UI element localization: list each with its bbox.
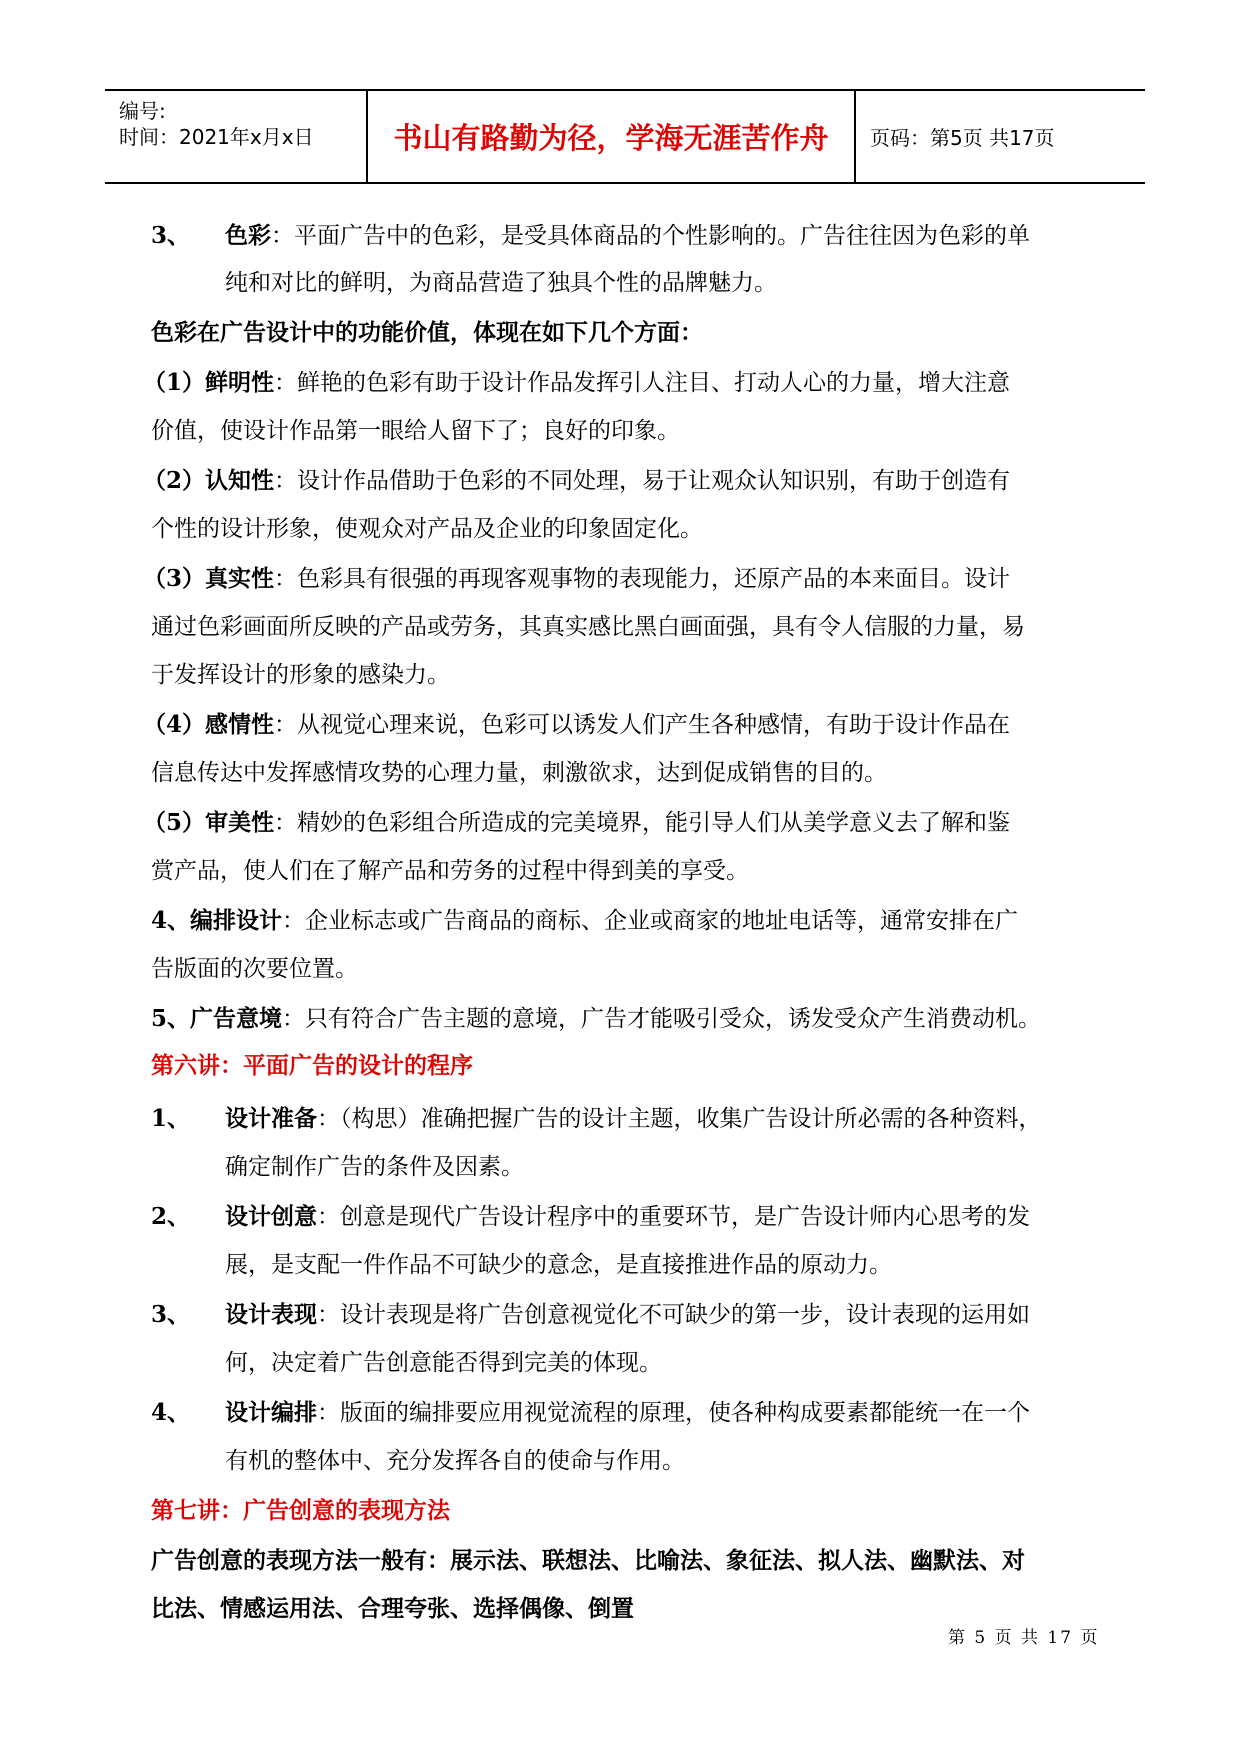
- header-page-code: 页码：第5页 共17页: [870, 126, 1055, 150]
- step-4-line1: [225, 1398, 1030, 1428]
- color-item-line2: 纯和对比的鲜明，为商品营造了独具个性的品牌魅力。: [225, 270, 777, 296]
- mood-item-line: [151, 1004, 1041, 1034]
- step-text: ：创意是现代广告设计程序中的重要环节，是广告设计师内心思考的发: [317, 1204, 1030, 1230]
- step-2-line1: [225, 1202, 1030, 1232]
- function-5-line2: 赏产品，使人们在了解产品和劳务的过程中得到美的享受。: [151, 858, 749, 884]
- step-1-line1: [225, 1104, 1042, 1134]
- function-label: （2）认知性: [143, 467, 275, 494]
- document-header: [105, 89, 1145, 184]
- mood-item-label: 5、广告意境: [151, 1005, 283, 1032]
- function-label: （3）真实性: [143, 565, 275, 592]
- footer-page-number: 第 5 页 共 17 页: [948, 1628, 1100, 1648]
- step-title: 设计准备: [225, 1105, 317, 1132]
- color-function-heading: 色彩在广告设计中的功能价值，体现在如下几个方面：: [151, 319, 703, 346]
- color-item-title: 色彩: [225, 222, 271, 249]
- step-title: 设计表现: [225, 1301, 317, 1328]
- step-2-number: 2、: [151, 1203, 191, 1230]
- color-item-text: ：平面广告中的色彩，是受具体商品的个性影响的。广告往往因为色彩的单: [271, 223, 1030, 249]
- step-3-line1: [225, 1300, 1030, 1330]
- function-2-line1: [143, 466, 1010, 496]
- function-4-line1: [143, 710, 1010, 740]
- item-number: 3、: [151, 222, 191, 249]
- layout-item-text: ：企业标志或广告商品的商标、企业或商家的地址电话等，通常安排在广: [282, 908, 1019, 934]
- step-text: ：版面的编排要应用视觉流程的原理，使各种构成要素都能统一在一个: [317, 1400, 1030, 1426]
- step-1-line2: 确定制作广告的条件及因素。: [225, 1154, 524, 1180]
- lecture6-title: 第六讲：平面广告的设计的程序: [151, 1052, 473, 1079]
- function-5-line1: [143, 808, 1010, 838]
- function-3-line2: 通过色彩画面所反映的产品或劳务，其真实感比黑白画面强，具有令人信服的力量，易: [151, 614, 1025, 640]
- layout-item-line2: 告版面的次要位置。: [151, 956, 358, 982]
- serial-label: 编号:: [119, 99, 166, 123]
- step-title: 设计编排: [225, 1399, 317, 1426]
- layout-item-label: 4、编排设计: [151, 907, 283, 934]
- function-label: （4）感情性: [143, 711, 275, 738]
- function-text: ：从视觉心理来说，色彩可以诱发人们产生各种感情，有助于设计作品在: [274, 712, 1011, 738]
- step-3-line2: 何，决定着广告创意能否得到完美的体现。: [225, 1350, 662, 1376]
- step-1-number: 1、: [151, 1105, 191, 1132]
- header-motto: 书山有路勤为径，学海无涯苦作舟: [368, 91, 856, 182]
- function-label: （5）审美性: [143, 809, 275, 836]
- mood-item-text: ：只有符合广告主题的意境，广告才能吸引受众，诱发受众产生消费动机。: [282, 1006, 1042, 1032]
- methods-line1: 广告创意的表现方法一般有：展示法、联想法、比喻法、象征法、拟人法、幽默法、对: [151, 1547, 1025, 1574]
- step-4-number: 4、: [151, 1399, 191, 1426]
- lecture7-title: 第七讲：广告创意的表现方法: [151, 1497, 450, 1524]
- methods-line2: 比法、情感运用法、合理夸张、选择偶像、倒置: [151, 1595, 634, 1622]
- function-text: ：鲜艳的色彩有助于设计作品发挥引人注目、打动人心的力量，增大注意: [274, 370, 1011, 396]
- step-4-line2: 有机的整体中、充分发挥各自的使命与作用。: [225, 1448, 685, 1474]
- function-4-line2: 信息传达中发挥感情攻势的心理力量，刺激欲求，达到促成销售的目的。: [151, 760, 887, 786]
- color-item-line1: [225, 221, 1030, 251]
- step-text: ：（构思）准确把握广告的设计主题，收集广告设计所必需的各种资料，: [317, 1106, 1042, 1132]
- function-text: ：色彩具有很强的再现客观事物的表现能力，还原产品的本来面目。设计: [274, 566, 1011, 592]
- function-1-line2: 价值，使设计作品第一眼给人留下了；良好的印象。: [151, 418, 680, 444]
- time-label: 时间：2021年x月x日: [119, 125, 314, 149]
- step-2-line2: 展，是支配一件作品不可缺少的意念，是直接推进作品的原动力。: [225, 1252, 892, 1278]
- header-meta-cell: [105, 91, 368, 182]
- step-text: ：设计表现是将广告创意视觉化不可缺少的第一步，设计表现的运用如: [317, 1302, 1030, 1328]
- layout-item-line1: [151, 906, 1018, 936]
- function-label: （1）鲜明性: [143, 369, 275, 396]
- function-text: ：精妙的色彩组合所造成的完美境界，能引导人们从美学意义去了解和鉴: [274, 810, 1011, 836]
- step-3-number: 3、: [151, 1301, 191, 1328]
- function-1-line1: [143, 368, 1010, 398]
- function-3-line1: [143, 564, 1010, 594]
- step-title: 设计创意: [225, 1203, 317, 1230]
- function-3-line3: 于发挥设计的形象的感染力。: [151, 662, 450, 688]
- function-2-line2: 个性的设计形象，使观众对产品及企业的印象固定化。: [151, 516, 703, 542]
- function-text: ：设计作品借助于色彩的不同处理，易于让观众认知识别，有助于创造有: [274, 468, 1011, 494]
